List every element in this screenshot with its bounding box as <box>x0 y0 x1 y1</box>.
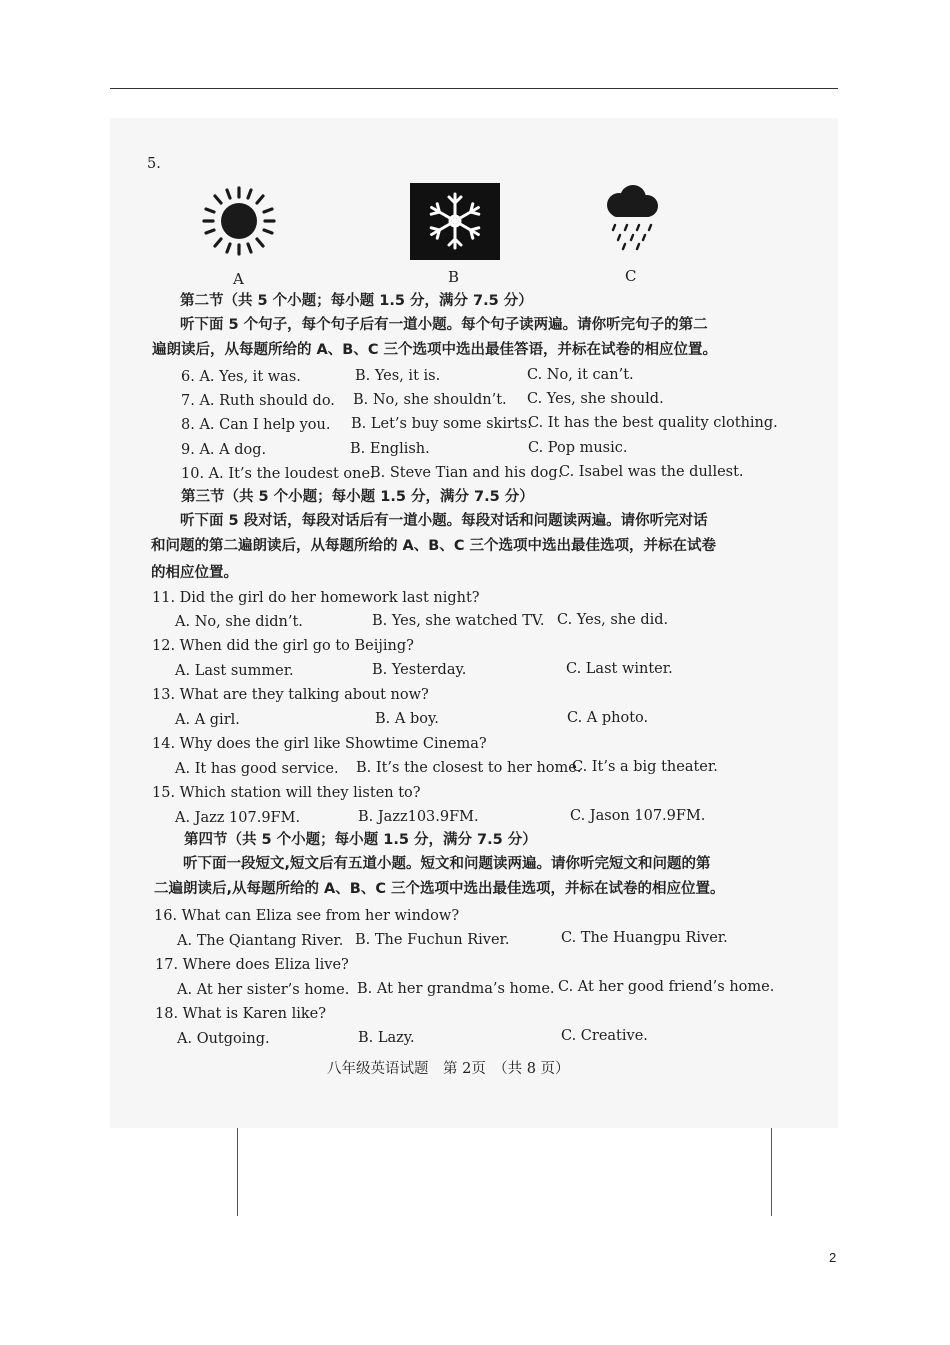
q9-option-a: 9. A. A dog. <box>181 442 267 458</box>
q9-option-c: C. Pop music. <box>528 440 628 456</box>
q11-option-b: B. Yes, she watched TV. <box>372 613 545 629</box>
q12-option-b: B. Yesterday. <box>372 662 467 678</box>
section3-instructions-line1: 听下面 5 段对话，每段对话后有一道小题。每段对话和问题读两遍。请你听完对话 <box>180 513 708 529</box>
q15-question: 15. Which station will they listen to? <box>152 785 421 801</box>
q15-option-a: A. Jazz 107.9FM. <box>175 810 301 826</box>
q17-question: 17. Where does Eliza live? <box>155 957 349 973</box>
q16-option-a: A. The Qiantang River. <box>177 933 344 949</box>
section4-instructions-line1: 听下面一段短文,短文后有五道小题。短文和问题读两遍。请你听完短文和问题的第 <box>183 856 711 872</box>
header-rule <box>110 88 838 89</box>
section3-instructions-line2: 和问题的第二遍朗读后，从每题所给的 A、B、C 三个选项中选出最佳选项，并标在试卷 <box>151 538 717 554</box>
q14-option-a: A. It has good service. <box>175 761 339 777</box>
q5-label-c: C <box>625 267 637 285</box>
page-number: 2 <box>829 1250 837 1265</box>
q13-question: 13. What are they talking about now? <box>152 687 429 703</box>
q12-option-a: A. Last summer. <box>175 663 294 679</box>
q17-option-c: C. At her good friend’s home. <box>558 979 775 995</box>
q7-option-c: C. Yes, she should. <box>527 391 664 407</box>
q16-question: 16. What can Eliza see from her window? <box>154 908 460 924</box>
q12-question: 12. When did the girl go to Beijing? <box>152 638 414 654</box>
q15-option-c: C. Jason 107.9FM. <box>570 808 706 824</box>
q18-question: 18. What is Karen like? <box>155 1006 327 1022</box>
section3-heading: 第三节（共 5 个小题；每小题 1.5 分，满分 7.5 分） <box>181 489 534 505</box>
section4-instructions-line2: 二遍朗读后,从每题所给的 A、B、C 三个选项中选出最佳选项，并标在试卷的相应位置。 <box>154 881 725 897</box>
q13-option-c: C. A photo. <box>567 710 649 726</box>
q8-option-b: B. Let’s buy some skirts. <box>351 416 532 432</box>
page-footer: 八年级英语试题 第 2页 （共 8 页） <box>327 1061 570 1077</box>
q11-option-a: A. No, she didn’t. <box>175 614 303 630</box>
section3-instructions-line3: 的相应位置。 <box>151 565 238 581</box>
q10-option-c: C. Isabel was the dullest. <box>559 464 744 480</box>
q6-option-c: C. No, it can’t. <box>527 367 634 383</box>
q12-option-c: C. Last winter. <box>566 661 673 677</box>
section2-instructions-line2: 遍朗读后，从每题所给的 A、B、C 三个选项中选出最佳答语，并标在试卷的相应位置。 <box>152 342 718 358</box>
q11-option-c: C. Yes, she did. <box>557 612 669 628</box>
rain-cloud-icon <box>603 183 661 251</box>
q13-option-b: B. A boy. <box>375 711 439 727</box>
q5-label-b: B <box>448 268 460 286</box>
q6-option-a: 6. A. Yes, it was. <box>181 369 301 385</box>
q8-option-a: 8. A. Can I help you. <box>181 417 331 433</box>
q10-option-a: 10. A. It’s the loudest one. <box>181 466 375 482</box>
q14-option-c: C. It’s a big theater. <box>572 759 718 775</box>
left-margin-line <box>237 1128 238 1216</box>
q5-number: 5. <box>147 156 161 172</box>
q10-option-b: B. Steve Tian and his dog. <box>370 465 563 481</box>
q14-question: 14. Why does the girl like Showtime Cinema? <box>152 736 487 752</box>
section2-heading: 第二节（共 5 个小题；每小题 1.5 分，满分 7.5 分） <box>180 293 533 309</box>
section2-instructions-line1: 听下面 5 个句子，每个句子后有一道小题。每个句子读两遍。请你听完句子的第二 <box>180 317 708 333</box>
q18-option-a: A. Outgoing. <box>177 1031 270 1047</box>
q9-option-b: B. English. <box>350 441 430 457</box>
q15-option-b: B. Jazz103.9FM. <box>358 809 479 825</box>
sun-icon <box>198 185 280 257</box>
q14-option-b: B. It’s the closest to her home. <box>356 760 582 776</box>
q17-option-b: B. At her grandma’s home. <box>357 981 555 997</box>
q17-option-a: A. At her sister’s home. <box>177 982 350 998</box>
q11-question: 11. Did the girl do her homework last night? <box>152 590 480 606</box>
q16-option-b: B. The Fuchun River. <box>355 932 510 948</box>
q16-option-c: C. The Huangpu River. <box>561 930 728 946</box>
q7-option-a: 7. A. Ruth should do. <box>181 393 335 409</box>
right-margin-line <box>771 1128 772 1216</box>
snowflake-icon <box>410 183 500 260</box>
q18-option-b: B. Lazy. <box>358 1030 415 1046</box>
q7-option-b: B. No, she shouldn’t. <box>353 392 507 408</box>
q6-option-b: B. Yes, it is. <box>355 368 441 384</box>
q13-option-a: A. A girl. <box>175 712 240 728</box>
section4-heading: 第四节（共 5 个小题；每小题 1.5 分，满分 7.5 分） <box>184 832 537 848</box>
q18-option-c: C. Creative. <box>561 1028 648 1044</box>
q5-label-a: A <box>233 270 244 288</box>
q8-option-c: C. It has the best quality clothing. <box>528 415 778 431</box>
